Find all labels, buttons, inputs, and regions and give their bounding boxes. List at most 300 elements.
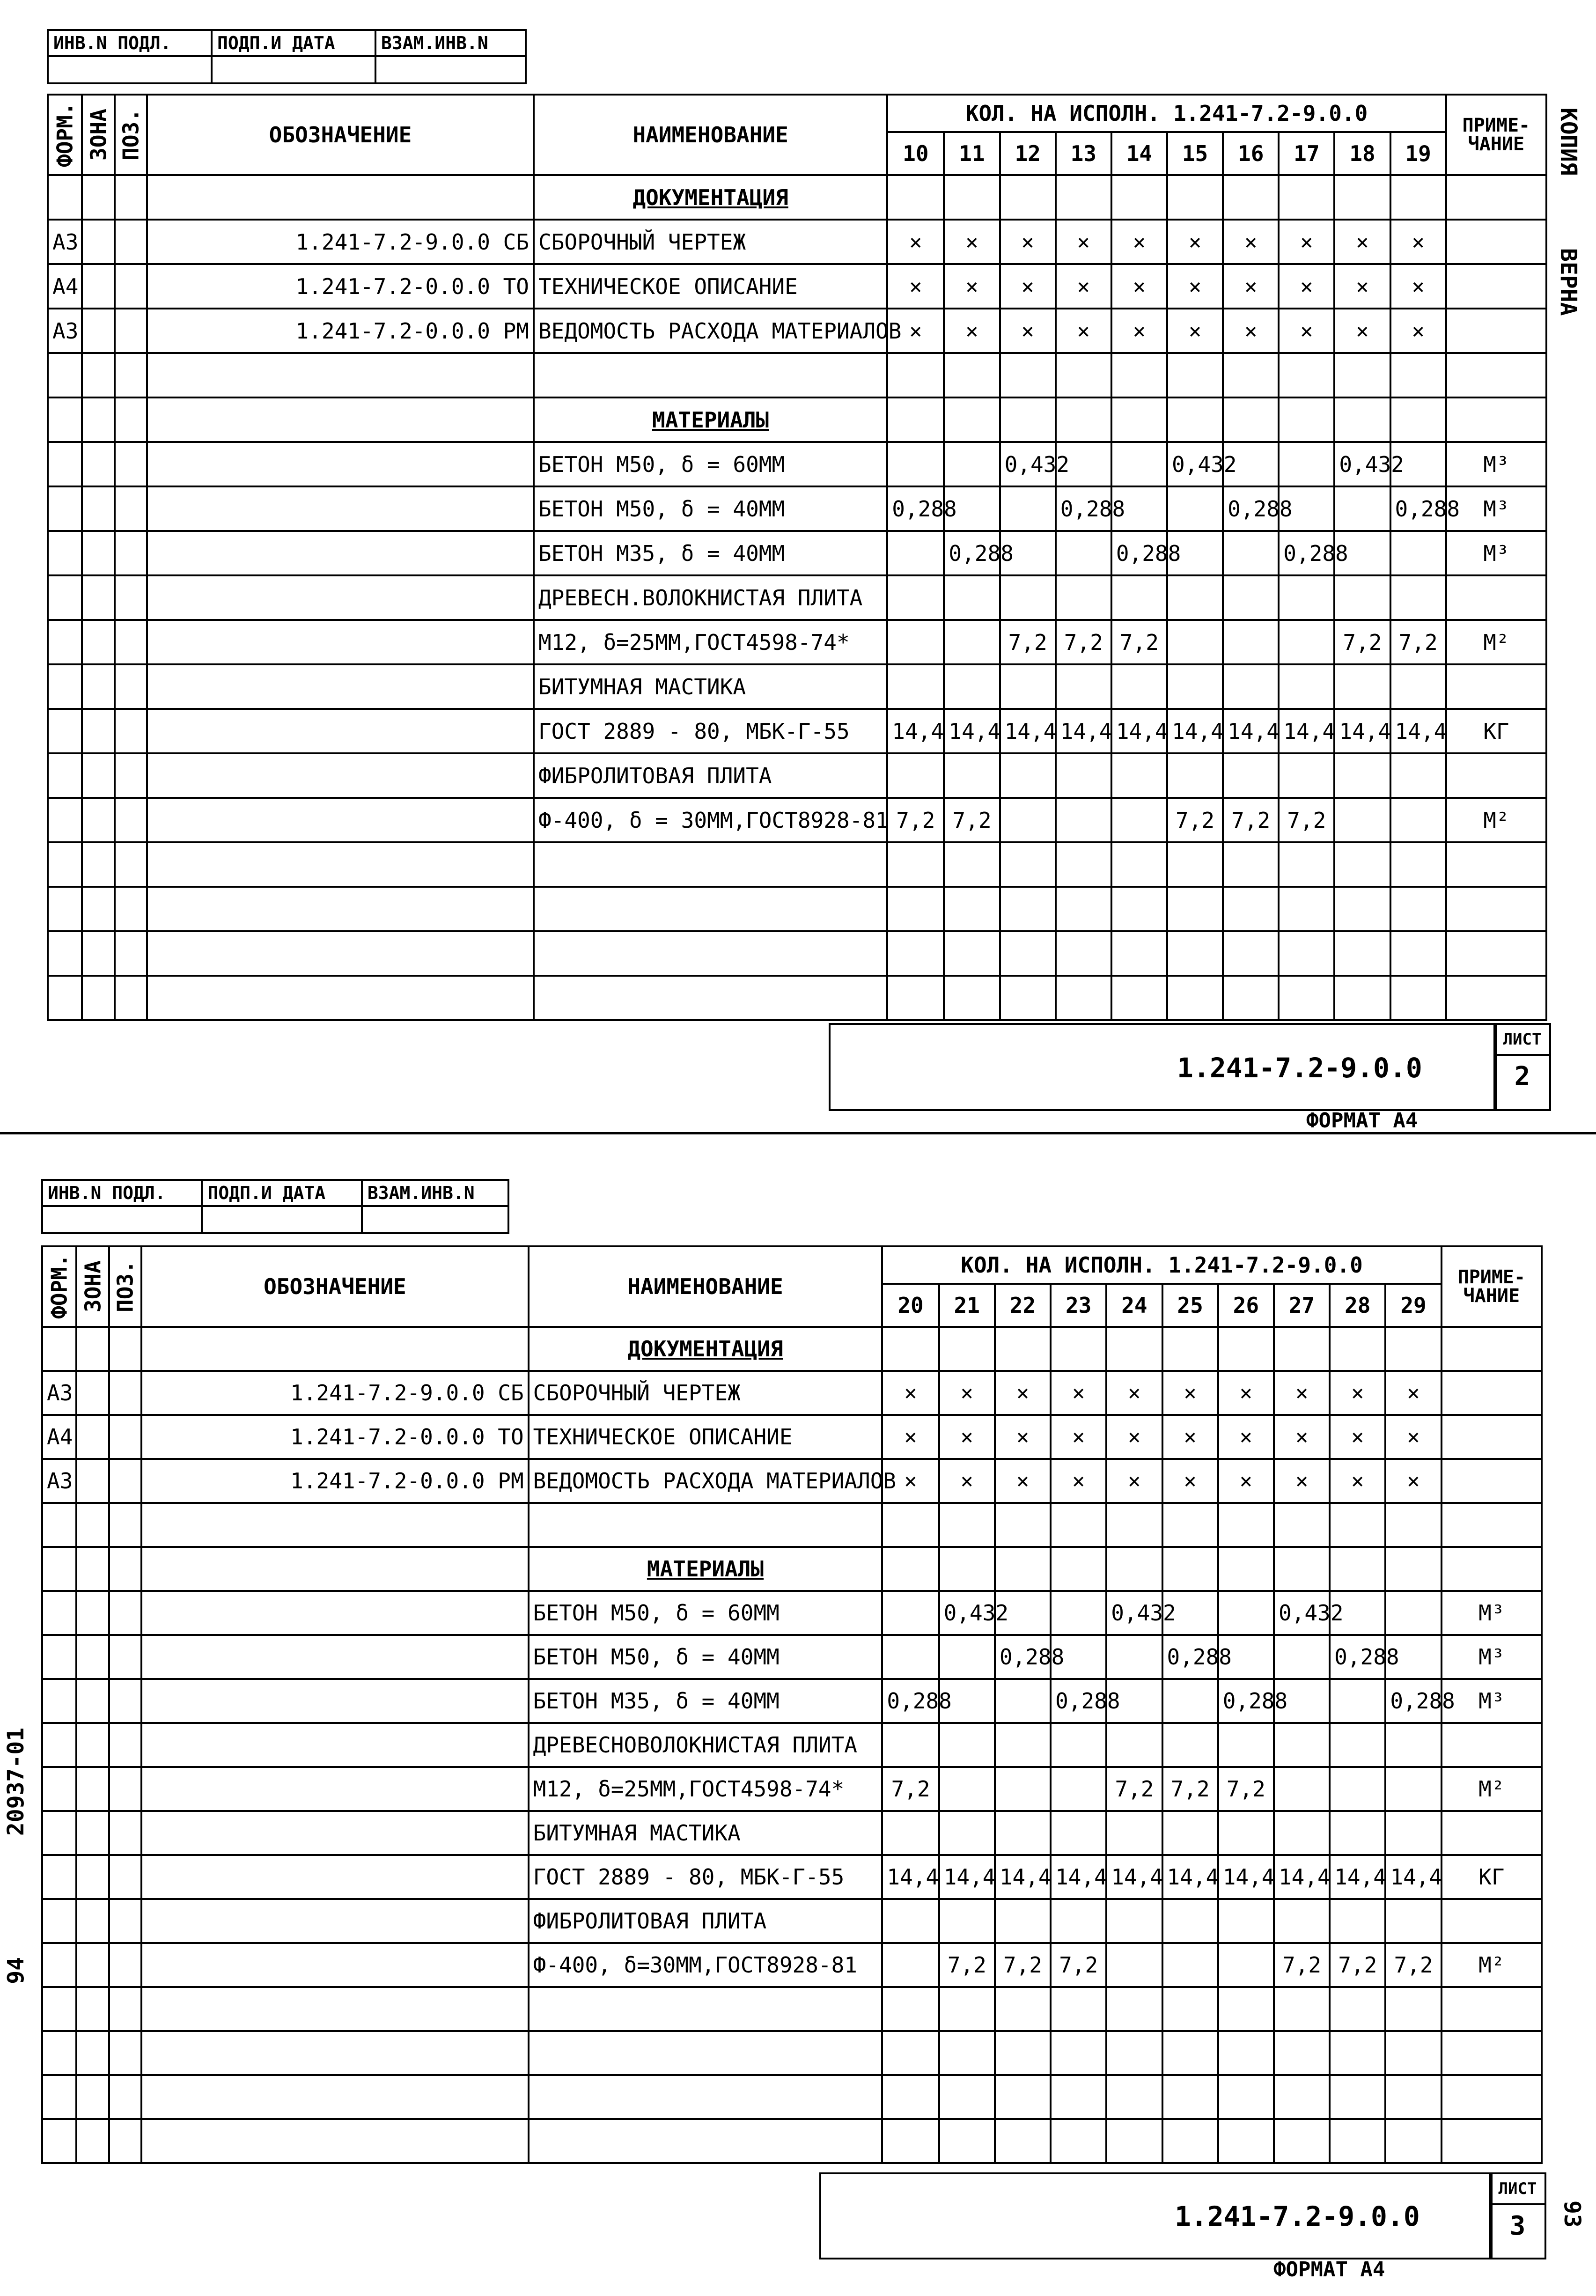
qty-cell: 7,2 [1390,620,1446,664]
qty-cell [1000,753,1056,798]
name-cell: ФИБРОЛИТОВАЯ ПЛИТА [529,1899,883,1943]
qty-cell: × [1218,1459,1274,1503]
qty-cell: 0,288 [882,1679,939,1723]
qty-cell [1162,1811,1218,1855]
section-heading: МАТЕРИАЛЫ [534,397,887,442]
name-cell: БИТУМНАЯ МАСТИКА [529,1811,883,1855]
qty-cell [939,1723,995,1767]
name-cell: ВЕДОМОСТЬ РАСХОДА МАТЕРИАЛОВ [534,309,887,353]
format-cell [42,1591,76,1635]
format-cell: А3 [42,1459,76,1503]
table-row [48,397,1546,442]
designation-cell [141,1811,528,1855]
format-cell [42,1635,76,1679]
qty-cell [1051,1899,1106,1943]
format-label: ФОРМАТ А4 [1273,2258,1385,2281]
title-block [819,2172,1493,2259]
qty-cell: 0,288 [1218,1679,1274,1723]
table-row [48,620,1546,664]
qty-cell: 7,2 [1167,798,1223,842]
qty-cell: 0,288 [1056,486,1111,531]
qty-cell [995,1899,1051,1943]
table-row [42,1415,1542,1459]
qty-cell [1218,1591,1274,1635]
qty-cell [1334,664,1390,709]
table-row [42,1811,1542,1855]
sheet-number: 2 [1514,1061,1530,1092]
qty-cell: 0,432 [939,1591,995,1635]
qty-cell [882,1723,939,1767]
qty-cell: × [939,1415,995,1459]
qty-cell [1390,753,1446,798]
format-cell [48,753,82,798]
qty-cell [1334,753,1390,798]
qty-cell [1218,1943,1274,1987]
table-row [42,1371,1542,1415]
qty-cell: × [1390,264,1446,309]
page-number-right: 93 [1559,2200,1585,2228]
designation-cell [147,753,534,798]
qty-cell [1223,531,1279,575]
qty-cell [1000,486,1056,531]
qty-cell [1167,753,1223,798]
qty-cell: × [882,1415,939,1459]
qty-cell: 14,4 [1390,709,1446,753]
qty-cell [1056,531,1111,575]
qty-cell [1111,575,1167,620]
table-row [42,1591,1542,1635]
qty-cell: 7,2 [1223,798,1279,842]
table-row [42,1503,1542,1547]
note-cell: М³ [1446,486,1546,531]
qty-cell: 0,288 [1111,531,1167,575]
format-label: ФОРМАТ А4 [1306,1109,1418,1133]
qty-cell: × [1385,1459,1441,1503]
qty-cell: × [1390,220,1446,264]
variant-col-header: 23 [1051,1284,1106,1327]
qty-cell [995,1811,1051,1855]
table-row [48,798,1546,842]
qty-cell [887,442,944,486]
table-row [48,531,1546,575]
variant-col-header: 26 [1218,1284,1274,1327]
qty-cell: 7,2 [1000,620,1056,664]
sheet-number-box [1489,2172,1546,2259]
qty-cell [1330,1811,1385,1855]
qty-cell [1279,753,1334,798]
qty-cell: × [1334,220,1390,264]
qty-cell: × [1330,1459,1385,1503]
col-zone-header: ЗОНА [76,1246,110,1327]
qty-cell: 14,4 [1385,1855,1441,1899]
qty-cell: × [944,264,1000,309]
stamp-sign-label: ПОДП.И ДАТА [202,1180,361,1206]
qty-cell: 0,288 [1162,1635,1218,1679]
note-cell: М³ [1446,531,1546,575]
qty-cell: 7,2 [944,798,1000,842]
designation-cell [141,1591,528,1635]
variant-col-header: 10 [887,132,944,175]
name-cell: ТЕХНИЧЕСКОЕ ОПИСАНИЕ [529,1415,883,1459]
name-cell: ГОСТ 2889 - 80, МБК-Г-55 [529,1855,883,1899]
qty-cell: × [1056,220,1111,264]
variant-col-header: 27 [1274,1284,1330,1327]
qty-cell: × [1000,309,1056,353]
designation-cell [147,486,534,531]
sheet-label: ЛИСТ [1491,2174,1545,2205]
spec-table [41,1245,1543,2164]
qty-cell [939,1899,995,1943]
qty-cell [1218,1811,1274,1855]
format-cell: А4 [48,264,82,309]
qty-cell [1106,1811,1162,1855]
qty-cell [1106,1899,1162,1943]
qty-cell [882,1943,939,1987]
designation-cell: 1.241-7.2-0.0.0 РМ [147,309,534,353]
format-cell: А3 [42,1371,76,1415]
col-pos-header: ПОЗ. [115,95,147,175]
document-code: 1.241-7.2-9.0.0 [1175,2200,1420,2232]
qty-cell [1330,1679,1385,1723]
format-cell [42,1723,76,1767]
note-cell: КГ [1446,709,1546,753]
qty-cell: × [1111,264,1167,309]
qty-cell [1167,486,1223,531]
qty-cell [939,1767,995,1811]
table-row [42,1943,1542,1987]
table-row [42,1547,1542,1591]
qty-cell [1330,1723,1385,1767]
approval-stamp [47,29,527,84]
table-row [42,1723,1542,1767]
qty-cell: 14,4 [1111,709,1167,753]
note-cell: М² [1442,1943,1542,1987]
qty-cell: × [1167,309,1223,353]
variant-col-header: 12 [1000,132,1056,175]
qty-cell: 14,4 [1000,709,1056,753]
qty-cell: 14,4 [1274,1855,1330,1899]
qty-cell: × [1111,220,1167,264]
qty-cell [1279,620,1334,664]
note-cell [1442,1899,1542,1943]
qty-cell: 14,4 [1167,709,1223,753]
qty-cell: 7,2 [1279,798,1334,842]
qty-cell: 0,288 [995,1635,1051,1679]
designation-cell [141,1899,528,1943]
qty-cell [1111,798,1167,842]
qty-cell: 14,4 [1334,709,1390,753]
qty-cell: × [939,1371,995,1415]
qty-cell [1111,442,1167,486]
qty-cell: × [1274,1459,1330,1503]
qty-cell: × [1334,264,1390,309]
qty-cell [1385,1767,1441,1811]
variant-col-header: 16 [1223,132,1279,175]
qty-cell: × [995,1459,1051,1503]
verified-stamp: ВЕРНА [1555,248,1581,316]
qty-cell: 0,288 [1223,486,1279,531]
name-cell: БЕТОН М35, δ = 40ММ [529,1679,883,1723]
qty-cell [1051,1811,1106,1855]
qty-cell [1274,1767,1330,1811]
designation-cell [141,1679,528,1723]
section-heading: ДОКУМЕНТАЦИЯ [529,1327,883,1371]
qty-cell [1106,1943,1162,1987]
qty-cell [1334,798,1390,842]
qty-cell [995,1679,1051,1723]
qty-cell [1218,1723,1274,1767]
qty-cell [882,1635,939,1679]
variant-col-header: 13 [1056,132,1111,175]
format-cell [48,709,82,753]
qty-cell [995,1767,1051,1811]
qty-cell [1051,1723,1106,1767]
note-cell: М³ [1442,1635,1542,1679]
qty-cell [882,1899,939,1943]
qty-cell: × [887,220,944,264]
qty-cell: 0,432 [1334,442,1390,486]
qty-cell: 14,4 [1330,1855,1385,1899]
qty-cell [1162,1899,1218,1943]
qty-cell [939,1811,995,1855]
note-cell [1446,264,1546,309]
qty-cell: × [1051,1459,1106,1503]
qty-cell: × [887,264,944,309]
qty-cell: 0,288 [944,531,1000,575]
qty-cell: 0,432 [1274,1591,1330,1635]
qty-cell: 0,432 [1000,442,1056,486]
qty-cell: 7,2 [1051,1943,1106,1987]
table-row [48,575,1546,620]
title-block [829,1023,1497,1111]
name-cell: ТЕХНИЧЕСКОЕ ОПИСАНИЕ [534,264,887,309]
qty-cell [887,664,944,709]
qty-cell [944,575,1000,620]
qty-cell [1390,575,1446,620]
name-cell: БЕТОН М50, δ = 40ММ [529,1635,883,1679]
qty-cell: 14,4 [882,1855,939,1899]
format-cell [48,486,82,531]
qty-cell [1167,664,1223,709]
name-cell: БИТУМНАЯ МАСТИКА [534,664,887,709]
table-row [42,1679,1542,1723]
format-cell: А3 [48,309,82,353]
qty-cell: 14,4 [939,1855,995,1899]
sheet-label: ЛИСТ [1495,1025,1549,1056]
col-pos-header: ПОЗ. [109,1246,141,1327]
name-cell: ДРЕВЕСНОВОЛОКНИСТАЯ ПЛИТА [529,1723,883,1767]
format-cell [42,1943,76,1987]
format-cell [42,1679,76,1723]
designation-cell [147,442,534,486]
qty-cell [1111,664,1167,709]
table-row [48,842,1546,887]
qty-cell: × [1390,309,1446,353]
qty-cell [1000,664,1056,709]
variant-col-header: 19 [1390,132,1446,175]
format-cell [48,798,82,842]
qty-cell [1162,1723,1218,1767]
format-cell [48,531,82,575]
qty-cell [939,1635,995,1679]
qty-cell [1334,575,1390,620]
table-row [42,1855,1542,1899]
qty-cell: 14,4 [1056,709,1111,753]
variant-col-header: 14 [1111,132,1167,175]
name-cell: БЕТОН М50, δ = 40ММ [534,486,887,531]
format-cell [42,1855,76,1899]
note-cell [1442,1371,1542,1415]
qty-cell: × [1056,264,1111,309]
qty-cell: 14,4 [995,1855,1051,1899]
qty-cell [1056,575,1111,620]
name-cell: Ф-400, δ=30ММ,ГОСТ8928-81 [529,1943,883,1987]
qty-cell [1218,1899,1274,1943]
col-note-header: ПРИМЕ-ЧАНИЕ [1446,95,1546,175]
qty-cell [882,1811,939,1855]
stamp-inv-label: ИНВ.N ПОДЛ. [42,1180,202,1206]
table-row [48,264,1546,309]
name-cell: М12, δ=25ММ,ГОСТ4598-74* [529,1767,883,1811]
qty-cell [1274,1811,1330,1855]
qty-cell: 0,288 [1385,1679,1441,1723]
qty-cell [1334,486,1390,531]
qty-cell: 7,2 [887,798,944,842]
name-cell: ГОСТ 2889 - 80, МБК-Г-55 [534,709,887,753]
name-cell: СБОРОЧНЫЙ ЧЕРТЕЖ [534,220,887,264]
note-cell: КГ [1442,1855,1542,1899]
qty-cell [1056,753,1111,798]
qty-cell: 0,288 [1330,1635,1385,1679]
qty-cell: 14,4 [1218,1855,1274,1899]
qty-cell [882,1591,939,1635]
variant-col-header: 24 [1106,1284,1162,1327]
designation-cell [141,1855,528,1899]
name-cell: ФИБРОЛИТОВАЯ ПЛИТА [534,753,887,798]
qty-cell: 14,4 [944,709,1000,753]
qty-cell: × [1274,1371,1330,1415]
qty-cell [1390,531,1446,575]
sheet-number: 3 [1509,2211,1526,2241]
col-zone-header: ЗОНА [82,95,115,175]
designation-cell: 1.241-7.2-0.0.0 РМ [141,1459,528,1503]
qty-cell [1223,575,1279,620]
note-cell [1446,220,1546,264]
name-cell: БЕТОН М50, δ = 60ММ [529,1591,883,1635]
designation-cell [141,1723,528,1767]
stamp-replace-label: ВЗАМ.ИНВ.N [375,30,526,56]
qty-cell: × [1385,1371,1441,1415]
qty-cell: 7,2 [1274,1943,1330,1987]
table-row [42,1635,1542,1679]
table-row [48,976,1546,1020]
name-cell: СБОРОЧНЫЙ ЧЕРТЕЖ [529,1371,883,1415]
qty-cell [1223,664,1279,709]
table-row [48,887,1546,931]
table-row [42,1987,1542,2031]
table-row [42,1327,1542,1371]
qty-cell: 7,2 [1334,620,1390,664]
section-heading: ДОКУМЕНТАЦИЯ [534,175,887,220]
variant-col-header: 25 [1162,1284,1218,1327]
qty-cell: × [1167,220,1223,264]
qty-cell: × [1330,1415,1385,1459]
qty-cell: 7,2 [882,1767,939,1811]
note-cell [1442,1811,1542,1855]
qty-cell: × [1274,1415,1330,1459]
qty-cell [1274,1723,1330,1767]
qty-cell [1056,664,1111,709]
qty-cell: × [1106,1371,1162,1415]
designation-cell: 1.241-7.2-9.0.0 СБ [147,220,534,264]
variant-col-header: 28 [1330,1284,1385,1327]
qty-cell: × [887,309,944,353]
table-row [42,2075,1542,2119]
format-cell: А3 [48,220,82,264]
page-number-left: 94 [3,1957,29,1984]
qty-cell [1000,798,1056,842]
qty-cell: 14,4 [1223,709,1279,753]
qty-cell [1223,620,1279,664]
qty-cell [1385,1723,1441,1767]
qty-cell [1223,753,1279,798]
format-cell [48,620,82,664]
col-name-header: НАИМЕНОВАНИЕ [529,1246,883,1327]
note-cell [1442,1459,1542,1503]
qty-cell: 14,4 [1106,1855,1162,1899]
variant-col-header: 15 [1167,132,1223,175]
designation-cell [141,1943,528,1987]
qty-cell: 0,288 [1390,486,1446,531]
qty-cell: 7,2 [1056,620,1111,664]
designation-cell [141,1635,528,1679]
note-cell [1442,1723,1542,1767]
qty-cell [1385,1591,1441,1635]
qty-cell: × [1218,1415,1274,1459]
qty-cell: 7,2 [1106,1767,1162,1811]
qty-cell: × [995,1371,1051,1415]
qty-cell: 0,432 [1167,442,1223,486]
qty-cell [1167,575,1223,620]
qty-cell: × [1167,264,1223,309]
qty-cell: × [1106,1459,1162,1503]
qty-cell [1385,1811,1441,1855]
qty-cell: 14,4 [1051,1855,1106,1899]
table-row [48,753,1546,798]
stamp-sign-label: ПОДП.И ДАТА [212,30,375,56]
designation-cell [147,664,534,709]
format-cell [42,1767,76,1811]
qty-cell: 7,2 [1330,1943,1385,1987]
qty-cell: × [939,1459,995,1503]
qty-cell: × [1223,309,1279,353]
table-row [42,1899,1542,1943]
col-qty-header: КОЛ. НА ИСПОЛН. 1.241-7.2-9.0.0 [887,95,1446,132]
qty-cell: × [1334,309,1390,353]
col-note-header: ПРИМЕ-ЧАНИЕ [1442,1246,1542,1327]
name-cell: М12, δ=25ММ,ГОСТ4598-74* [534,620,887,664]
table-row [48,175,1546,220]
qty-cell: × [1162,1459,1218,1503]
qty-cell [1162,1943,1218,1987]
col-name-header: НАИМЕНОВАНИЕ [534,95,887,175]
qty-cell: × [882,1459,939,1503]
col-form-header: ФОРМ. [48,95,82,175]
note-cell [1446,309,1546,353]
designation-cell [147,798,534,842]
note-cell [1446,575,1546,620]
qty-cell: × [944,309,1000,353]
